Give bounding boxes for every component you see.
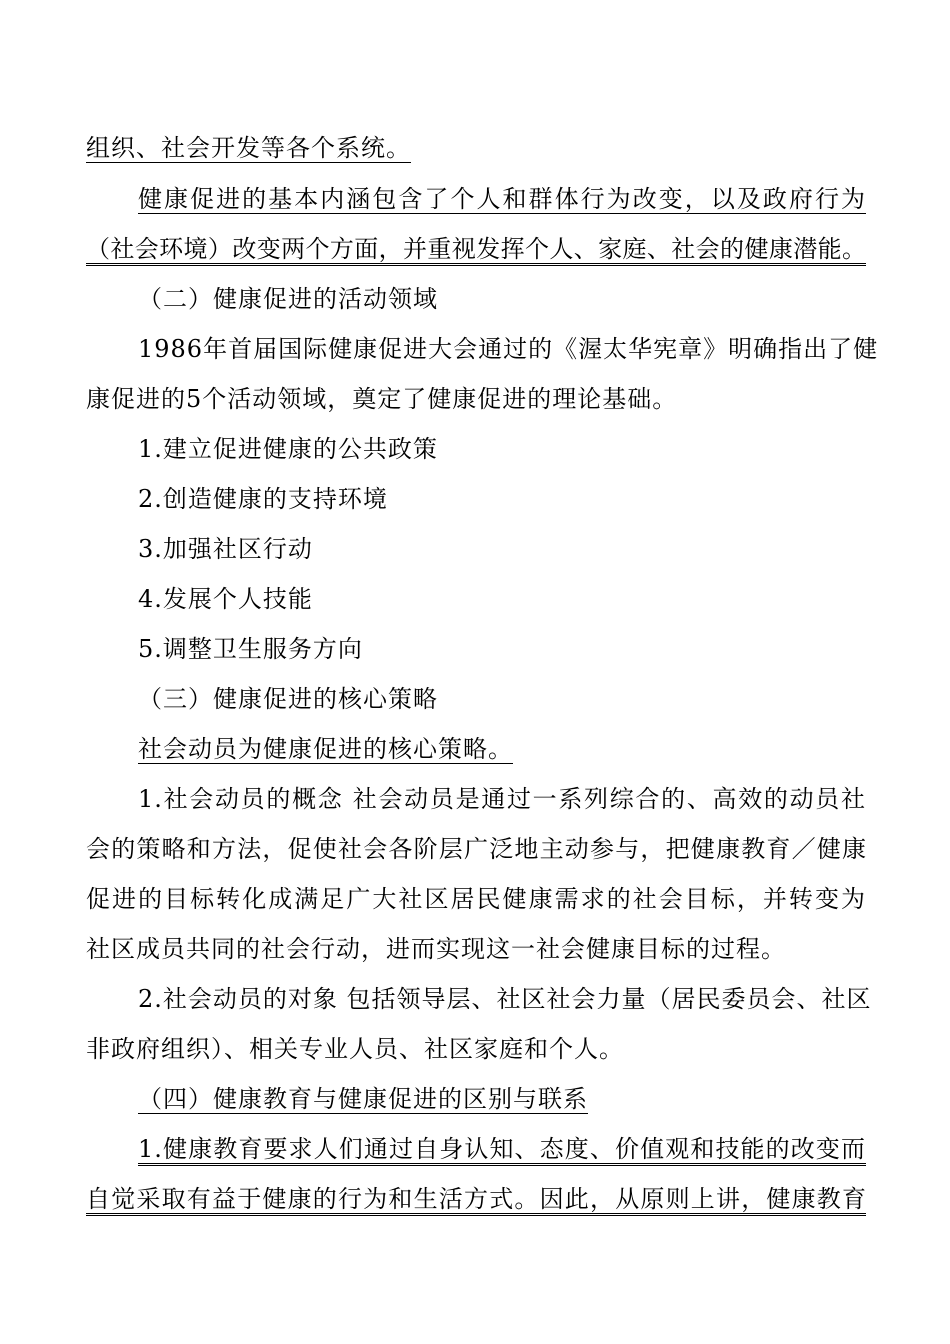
paragraph-line: 健康促进的基本内涵包含了个人和群体行为改变，以及政府行为	[138, 185, 866, 213]
paragraph-line: 社会动员为健康促进的核心策略。	[138, 735, 513, 763]
section-heading: （三）健康促进的核心策略	[138, 685, 438, 713]
paragraph-line: 1.社会动员的概念 社会动员是通过一系列综合的、高效的动员社	[138, 785, 866, 813]
paragraph-line: 组织、社会开发等各个系统。	[86, 134, 411, 162]
paragraph-line: 非政府组织）、相关专业人员、社区家庭和个人。	[86, 1035, 624, 1063]
section-heading: （二）健康促进的活动领域	[138, 285, 438, 313]
list-item: 5.调整卫生服务方向	[138, 635, 363, 663]
paragraph-line: （社会环境）改变两个方面，并重视发挥个人、家庭、社会的健康潜能。	[86, 235, 866, 263]
paragraph-line: 2.社会动员的对象 包括领导层、社区社会力量（居民委员会、社区	[138, 985, 872, 1013]
list-item: 3.加强社区行动	[138, 535, 313, 563]
paragraph-line: 会的策略和方法，促使社会各阶层广泛地主动参与，把健康教育／健康	[86, 835, 866, 863]
paragraph-line: 康促进的5个活动领域，奠定了健康促进的理论基础。	[86, 385, 678, 413]
paragraph-line: 促进的目标转化成满足广大社区居民健康需求的社会目标，并转变为	[86, 885, 866, 913]
list-item: 4.发展个人技能	[138, 585, 313, 613]
paragraph-line: 1.健康教育要求人们通过自身认知、态度、价值观和技能的改变而	[138, 1135, 866, 1163]
list-item: 2.创造健康的支持环境	[138, 485, 388, 513]
paragraph-line: 社区成员共同的社会行动，进而实现这一社会健康目标的过程。	[86, 935, 786, 963]
list-item: 1.建立促进健康的公共政策	[138, 435, 438, 463]
section-heading: （四）健康教育与健康促进的区别与联系	[138, 1085, 588, 1113]
paragraph-line: 自觉采取有益于健康的行为和生活方式。因此，从原则上讲，健康教育	[86, 1185, 866, 1213]
paragraph-line: 1986年首届国际健康促进大会通过的《渥太华宪章》明确指出了健	[138, 335, 879, 363]
